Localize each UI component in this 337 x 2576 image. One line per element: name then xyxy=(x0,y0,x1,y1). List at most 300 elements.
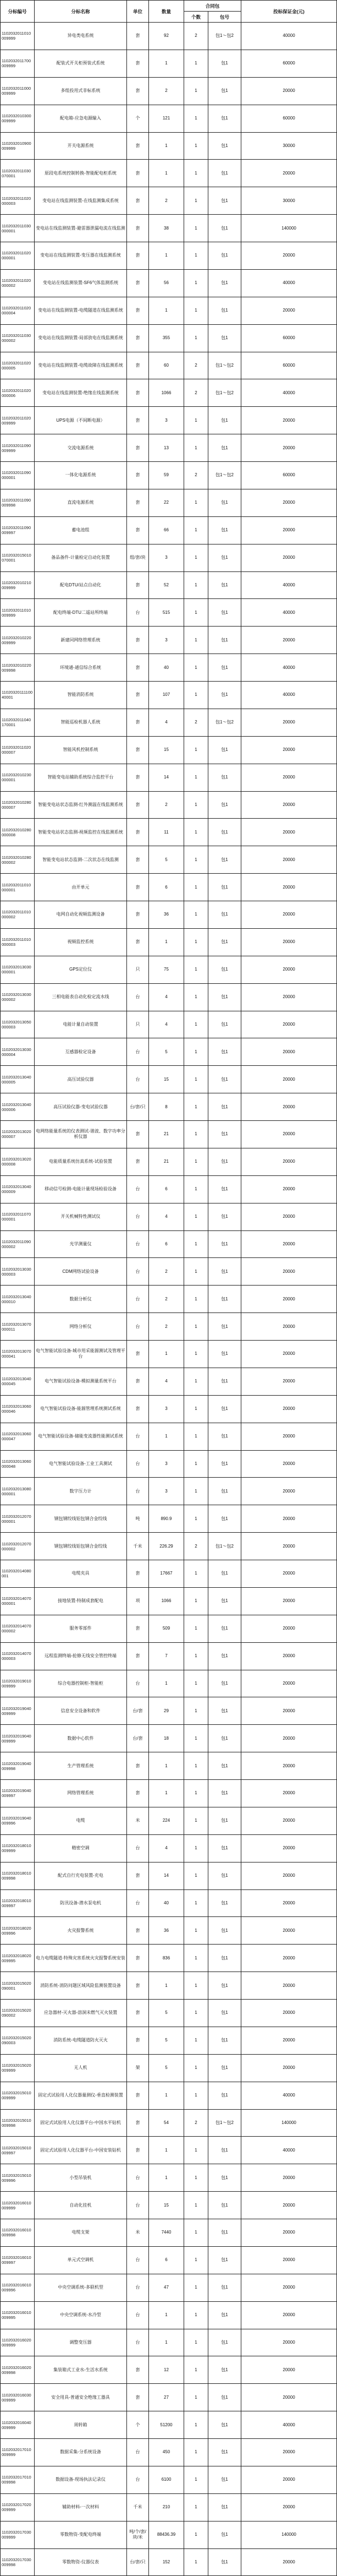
cell-deposit: 20000 xyxy=(241,1862,337,1889)
cell-pieces: 1 xyxy=(184,2521,208,2548)
cell-pkg: 包1 xyxy=(208,2329,241,2356)
cell-qty: 66 xyxy=(149,516,184,544)
cell-pkg: 包1 xyxy=(208,1341,241,1368)
cell-qty: 2 xyxy=(149,1258,184,1286)
cell-unit: 吨 xyxy=(127,1505,149,1533)
cell-pieces: 1 xyxy=(184,2219,208,2247)
cell-pieces: 1 xyxy=(184,2548,208,2576)
cell-pkg: 包1～包2 xyxy=(208,352,241,379)
cell-unit: 套 xyxy=(127,352,149,379)
cell-deposit: 20000 xyxy=(241,1560,337,1588)
cell-deposit: 20000 xyxy=(241,1725,337,1752)
cell-code: 1102032011010009999 xyxy=(1,23,35,50)
cell-code: 1102032015010009999 xyxy=(1,2082,35,2109)
cell-unit: 套 xyxy=(127,571,149,599)
cell-code: 1102032013040000010 xyxy=(1,1286,35,1313)
table-row xyxy=(1,2301,337,2329)
table-row xyxy=(1,269,337,297)
cell-code: 1102032016010009996 xyxy=(1,2274,35,2301)
cell-unit: 千米 xyxy=(127,1533,149,1560)
header-name: 分标名称 xyxy=(35,1,127,23)
cell-deposit: 20000 xyxy=(241,1697,337,1725)
cell-pieces: 1 xyxy=(184,2082,208,2109)
cell-deposit: 20000 xyxy=(241,1780,337,1807)
table-row xyxy=(1,874,337,901)
cell-name: 钢包钢绞线铝包钢合金绞线 xyxy=(35,1505,127,1533)
cell-deposit: 20000 xyxy=(241,1450,337,1478)
cell-qty: 6100 xyxy=(149,2466,184,2493)
cell-qty: 4 xyxy=(149,1368,184,1395)
table-row xyxy=(1,1725,337,1752)
table-row xyxy=(1,2439,337,2466)
table-row xyxy=(1,983,337,1011)
table-row xyxy=(1,2109,337,2137)
cell-pieces: 1 xyxy=(184,2027,208,2054)
cell-pkg: 包1 xyxy=(208,1038,241,1066)
cell-unit: 套 xyxy=(127,23,149,50)
table-row xyxy=(1,2027,337,2054)
cell-unit: 套 xyxy=(127,50,149,77)
table-row xyxy=(1,1148,337,1175)
cell-unit: 套 xyxy=(127,2000,149,2027)
cell-qty: 36 xyxy=(149,1917,184,1945)
table-row xyxy=(1,352,337,379)
table-row xyxy=(1,462,337,489)
cell-deposit: 20000 xyxy=(241,1478,337,1505)
cell-name: 智能变电站状态监测-视频监控在线监测系统 xyxy=(35,819,127,846)
cell-deposit: 20000 xyxy=(241,2466,337,2493)
table-row xyxy=(1,2329,337,2356)
cell-pkg: 包1 xyxy=(208,1093,241,1121)
cell-pkg: 包1 xyxy=(208,2411,241,2439)
cell-pkg: 包1 xyxy=(208,1313,241,1341)
cell-pkg: 包1 xyxy=(208,2164,241,2192)
cell-name: 交流电源系统 xyxy=(35,434,127,462)
table-row xyxy=(1,1286,337,1313)
cell-code: 1102032019040009997 xyxy=(1,1780,35,1807)
cell-pkg: 包1 xyxy=(208,1587,241,1615)
table-row xyxy=(1,1917,337,1945)
cell-code: 1102032016040009999 xyxy=(1,2411,35,2439)
cell-code: 1102032011020000001 xyxy=(1,242,35,270)
cell-name: 网络管理系统 xyxy=(35,1780,127,1807)
cell-deposit: 20000 xyxy=(241,791,337,819)
cell-code: 1102032011020000004 xyxy=(1,297,35,324)
cell-name: 自动化挂机 xyxy=(35,2192,127,2219)
cell-unit: 套 xyxy=(127,709,149,736)
cell-name: GPS定位仪 xyxy=(35,956,127,983)
cell-name: 智能变电站辅助系统综合监控平台 xyxy=(35,764,127,791)
table-row xyxy=(1,1258,337,1286)
cell-code: 1102032017010009999 xyxy=(1,2439,35,2466)
cell-name: 电气智能试验设备-模拟测量系统平台 xyxy=(35,1368,127,1395)
cell-qty: 27 xyxy=(149,2384,184,2411)
cell-qty: 1 xyxy=(149,1341,184,1368)
cell-unit: 台 xyxy=(127,1423,149,1450)
cell-name: 新建同网络管理系统 xyxy=(35,627,127,654)
table-row xyxy=(1,1587,337,1615)
cell-name: 安全用具-普通安全绝缘工器具 xyxy=(35,2384,127,2411)
cell-pieces: 1 xyxy=(184,1341,208,1368)
cell-pieces: 2 xyxy=(184,462,208,489)
cell-unit: 套 xyxy=(127,1615,149,1642)
cell-deposit: 40000 xyxy=(241,2082,337,2109)
cell-qty: 3 xyxy=(149,627,184,654)
cell-code: 1102032016020009999 xyxy=(1,2329,35,2356)
cell-unit: 套 xyxy=(127,297,149,324)
cell-pkg: 包1 xyxy=(208,1368,241,1395)
cell-pkg: 包1～包2 xyxy=(208,379,241,407)
header-group: 合同包 xyxy=(184,1,241,12)
table-row xyxy=(1,709,337,736)
cell-deposit: 20000 xyxy=(241,2246,337,2274)
cell-name: 电气智能试验设备-能源管理系统测试系统 xyxy=(35,1395,127,1423)
table-row xyxy=(1,407,337,434)
cell-deposit: 20000 xyxy=(241,2192,337,2219)
cell-code: 1102032018010009999 xyxy=(1,1834,35,1862)
cell-deposit: 20000 xyxy=(241,1670,337,1697)
cell-name: 数据分析仪 xyxy=(35,1286,127,1313)
cell-unit: 套 xyxy=(127,736,149,764)
table-row xyxy=(1,1807,337,1834)
cell-code: 1102032013030000003 xyxy=(1,1258,35,1286)
cell-pieces: 1 xyxy=(184,1560,208,1588)
cell-pieces: 1 xyxy=(184,1752,208,1780)
table-row xyxy=(1,654,337,682)
table-row xyxy=(1,599,337,627)
cell-pkg: 包1 xyxy=(208,2219,241,2247)
cell-unit: 台 xyxy=(127,2439,149,2466)
cell-unit: 套 xyxy=(127,1341,149,1368)
cell-deposit: 20000 xyxy=(241,297,337,324)
cell-unit: 台/套 xyxy=(127,1697,149,1725)
cell-pkg: 包1 xyxy=(208,1889,241,1917)
cell-pkg: 包1 xyxy=(208,736,241,764)
header-pkg: 包号 xyxy=(208,12,241,23)
cell-name: 钢包钢绞线铝包钢合金绞线 xyxy=(35,1533,127,1560)
cell-pkg: 包1 xyxy=(208,654,241,682)
header-pieces: 个数 xyxy=(184,12,208,23)
cell-deposit: 40000 xyxy=(241,2137,337,2164)
cell-code: 1102032016010009999 xyxy=(1,2192,35,2219)
cell-pkg: 包1～包2 xyxy=(208,709,241,736)
cell-pieces: 1 xyxy=(184,1725,208,1752)
cell-qty: 22 xyxy=(149,489,184,516)
cell-qty: 52 xyxy=(149,571,184,599)
cell-name: 配式自行充电装置-充电 xyxy=(35,1862,127,1889)
cell-pkg: 包1 xyxy=(208,1834,241,1862)
table-row xyxy=(1,2246,337,2274)
table-row xyxy=(1,434,337,462)
cell-deposit: 20000 xyxy=(241,544,337,571)
cell-deposit: 20000 xyxy=(241,1286,337,1313)
cell-unit: 个 xyxy=(127,2411,149,2439)
cell-code: 1102032019040009999 xyxy=(1,1697,35,1725)
table-row xyxy=(1,1615,337,1642)
cell-code: 1102032013070000011 xyxy=(1,1313,35,1341)
cell-pieces: 1 xyxy=(184,1148,208,1175)
cell-pkg: 包1 xyxy=(208,2137,241,2164)
cell-pkg: 包1 xyxy=(208,1670,241,1697)
table-row xyxy=(1,544,337,571)
cell-pieces: 1 xyxy=(184,2000,208,2027)
cell-unit: 吨/个/套/块/米 xyxy=(127,2521,149,2548)
cell-pieces: 1 xyxy=(184,2466,208,2493)
cell-deposit: 40000 xyxy=(241,682,337,709)
cell-pieces: 1 xyxy=(184,187,208,215)
cell-qty: 5 xyxy=(149,2054,184,2082)
cell-qty: 36 xyxy=(149,901,184,929)
table-row xyxy=(1,956,337,983)
cell-deposit: 20000 xyxy=(241,764,337,791)
cell-pieces: 1 xyxy=(184,627,208,654)
cell-code: 1102032016020009998 xyxy=(1,2356,35,2384)
cell-pkg: 包1 xyxy=(208,1945,241,1972)
cell-unit: 套 xyxy=(127,269,149,297)
cell-pkg: 包1 xyxy=(208,1066,241,1093)
cell-unit: 套 xyxy=(127,324,149,352)
cell-qty: 210 xyxy=(149,2493,184,2521)
cell-qty: 450 xyxy=(149,2439,184,2466)
table-row xyxy=(1,1670,337,1697)
cell-unit: 台 xyxy=(127,2192,149,2219)
cell-pieces: 1 xyxy=(184,2054,208,2082)
cell-code: 1102032011070000001 xyxy=(1,1203,35,1230)
cell-qty: 1 xyxy=(149,1670,184,1697)
table-row xyxy=(1,23,337,50)
cell-pieces: 1 xyxy=(184,1093,208,1121)
cell-pieces: 1 xyxy=(184,1587,208,1615)
cell-deposit: 20000 xyxy=(241,407,337,434)
cell-deposit: 20000 xyxy=(241,242,337,270)
cell-qty: 38 xyxy=(149,215,184,242)
cell-pkg: 包1 xyxy=(208,1972,241,2000)
table-row xyxy=(1,791,337,819)
cell-pkg: 包1 xyxy=(208,544,241,571)
cell-deposit: 20000 xyxy=(241,77,337,105)
cell-code: 1102032013030000004 xyxy=(1,1038,35,1066)
cell-pieces: 1 xyxy=(184,682,208,709)
cell-deposit: 20000 xyxy=(241,1368,337,1395)
cell-pkg: 包1 xyxy=(208,2493,241,2521)
cell-pkg: 包1 xyxy=(208,874,241,901)
cell-pieces: 1 xyxy=(184,1478,208,1505)
cell-name: 电能计量自动装置 xyxy=(35,1011,127,1038)
cell-pieces: 1 xyxy=(184,1423,208,1450)
cell-qty: 5 xyxy=(149,2000,184,2027)
cell-unit: 套 xyxy=(127,1121,149,1148)
cell-pkg: 包1 xyxy=(208,928,241,956)
cell-name: 小型吊装机 xyxy=(35,2164,127,2192)
cell-name: 配装式开关柜预装式系统 xyxy=(35,50,127,77)
table-row xyxy=(1,2054,337,2082)
cell-pieces: 1 xyxy=(184,1450,208,1478)
cell-name: 变电站在线监测装置-局部放电在线监测系统 xyxy=(35,324,127,352)
cell-pkg: 包1 xyxy=(208,2000,241,2027)
cell-pkg: 包1 xyxy=(208,2274,241,2301)
cell-pkg: 包1 xyxy=(208,1505,241,1533)
cell-pkg: 包1 xyxy=(208,901,241,929)
cell-unit: 米 xyxy=(127,1807,149,1834)
cell-name: 综合电器控制柜-智能柜 xyxy=(35,1670,127,1697)
cell-unit: 套 xyxy=(127,215,149,242)
cell-deposit: 20000 xyxy=(241,1341,337,1368)
cell-code: 1102032012070000002 xyxy=(1,1533,35,1560)
cell-qty: 14 xyxy=(149,1862,184,1889)
cell-name: 电力电缆隧道-特殊灾害系统火灾报警系统安装 xyxy=(35,1945,127,1972)
cell-name: 防汛设备-潜水泵电机 xyxy=(35,1889,127,1917)
cell-deposit: 30000 xyxy=(241,132,337,160)
cell-code: 1102032010230000001 xyxy=(1,764,35,791)
cell-qty: 1 xyxy=(149,242,184,270)
cell-qty: 21 xyxy=(149,1148,184,1175)
cell-pkg: 包1 xyxy=(208,1395,241,1423)
cell-deposit: 20000 xyxy=(241,1313,337,1341)
cell-qty: 6 xyxy=(149,874,184,901)
cell-unit: 套 xyxy=(127,2137,149,2164)
cell-deposit: 20000 xyxy=(241,1615,337,1642)
cell-code: 1102032013030000001 xyxy=(1,956,35,983)
cell-unit: 台/套 xyxy=(127,1725,149,1752)
cell-pkg: 包1 xyxy=(208,489,241,516)
cell-qty: 15 xyxy=(149,2192,184,2219)
cell-unit: 套 xyxy=(127,2109,149,2137)
cell-deposit: 40000 xyxy=(241,379,337,407)
cell-code: 1102032017010009998 xyxy=(1,2466,35,2493)
cell-pkg: 包1 xyxy=(208,571,241,599)
cell-pieces: 1 xyxy=(184,599,208,627)
cell-name: 数据中心软件 xyxy=(35,1725,127,1752)
header-row-1 xyxy=(1,1,337,12)
cell-pieces: 1 xyxy=(184,544,208,571)
cell-qty: 4 xyxy=(149,709,184,736)
cell-deposit: 140000 xyxy=(241,2109,337,2137)
cell-qty: 890.9 xyxy=(149,1505,184,1533)
cell-name: 数据采集-分系统设备 xyxy=(35,2439,127,2466)
cell-pieces: 2 xyxy=(184,23,208,50)
cell-unit: 台 xyxy=(127,1478,149,1505)
cell-pieces: 1 xyxy=(184,1011,208,1038)
cell-name: 电网自动化视频监测设备 xyxy=(35,901,127,929)
cell-code: 1102032011020000002 xyxy=(1,269,35,297)
cell-deposit: 60000 xyxy=(241,105,337,132)
cell-name: 多组投用式非标系统 xyxy=(35,77,127,105)
cell-unit: 套 xyxy=(127,1752,149,1780)
cell-code: 1102032011010000001 xyxy=(1,874,35,901)
cell-pkg: 包1 xyxy=(208,599,241,627)
cell-name: 配电DTU/站点自动化 xyxy=(35,571,127,599)
cell-unit: 千米 xyxy=(127,2493,149,2521)
table-row xyxy=(1,1560,337,1588)
cell-deposit: 20000 xyxy=(241,846,337,874)
cell-pieces: 1 xyxy=(184,2164,208,2192)
cell-name: 三相电能表自动化检定流水线 xyxy=(35,983,127,1011)
cell-name: 高压试验仪器-变电试验仪器 xyxy=(35,1093,127,1121)
cell-pieces: 1 xyxy=(184,105,208,132)
cell-pkg: 包1 xyxy=(208,1862,241,1889)
cell-code: 1102032011010000003 xyxy=(1,928,35,956)
cell-unit: 套 xyxy=(127,1972,149,2000)
cell-name: 接地装置-特制成套配电 xyxy=(35,1587,127,1615)
cell-pieces: 1 xyxy=(184,819,208,846)
cell-deposit: 40000 xyxy=(241,654,337,682)
cell-deposit: 20000 xyxy=(241,2329,337,2356)
cell-unit: 台 xyxy=(127,2274,149,2301)
cell-deposit: 20000 xyxy=(241,1038,337,1066)
cell-pkg: 包1 xyxy=(208,1752,241,1780)
cell-name: 调整变压器 xyxy=(35,2329,127,2356)
cell-unit: 台 xyxy=(127,2466,149,2493)
cell-code: 1102032015010009998 xyxy=(1,2109,35,2137)
cell-unit: 个 xyxy=(127,105,149,132)
cell-unit: 套 xyxy=(127,1368,149,1395)
cell-pieces: 1 xyxy=(184,1121,208,1148)
cell-qty: 107 xyxy=(149,682,184,709)
cell-pkg: 包1 xyxy=(208,2439,241,2466)
table-row xyxy=(1,1121,337,1148)
table-row xyxy=(1,901,337,929)
cell-name: 消防系统-电缆隧道防火灭火 xyxy=(35,2027,127,2054)
cell-code: 1102032015020009999 xyxy=(1,2054,35,2082)
cell-deposit: 20000 xyxy=(241,1011,337,1038)
cell-qty: 18 xyxy=(149,1725,184,1752)
cell-code: 1102032019040009999 xyxy=(1,1725,35,1752)
cell-name: 电气智能试验设备-工业工具测试 xyxy=(35,1450,127,1478)
cell-name: 电能质量系统仿真系统-试验装置 xyxy=(35,1148,127,1175)
cell-code: 1102032011020000006 xyxy=(1,379,35,407)
cell-code: 1102032010280000007 xyxy=(1,791,35,819)
cell-deposit: 20000 xyxy=(241,1807,337,1834)
cell-unit: 套 xyxy=(127,1560,149,1588)
cell-unit: 套 xyxy=(127,874,149,901)
cell-pkg: 包1 xyxy=(208,1203,241,1230)
cell-qty: 59 xyxy=(149,462,184,489)
cell-qty: 4 xyxy=(149,1203,184,1230)
table-row xyxy=(1,2274,337,2301)
cell-deposit: 20000 xyxy=(241,2054,337,2082)
cell-unit: 台 xyxy=(127,1230,149,1258)
cell-unit: 组/套/块 xyxy=(127,544,149,571)
cell-pieces: 1 xyxy=(184,2384,208,2411)
cell-pieces: 1 xyxy=(184,1368,208,1395)
cell-pieces: 1 xyxy=(184,1286,208,1313)
cell-pkg: 包1 xyxy=(208,1450,241,1478)
cell-code: 1102032013060000047 xyxy=(1,1423,35,1450)
cell-deposit: 20000 xyxy=(241,956,337,983)
cell-deposit: 20000 xyxy=(241,1203,337,1230)
table-row xyxy=(1,50,337,77)
cell-name: 备品备件-计量检定自动化装置 xyxy=(35,544,127,571)
cell-name: 精密空调 xyxy=(35,1834,127,1862)
cell-unit: 套 xyxy=(127,846,149,874)
cell-pieces: 1 xyxy=(184,2411,208,2439)
cell-unit: 套 xyxy=(127,791,149,819)
cell-pkg: 包1 xyxy=(208,516,241,544)
cell-deposit: 20000 xyxy=(241,1972,337,2000)
cell-name: 蓄电池组 xyxy=(35,516,127,544)
table-row xyxy=(1,77,337,105)
cell-code: 1102032011090000001 xyxy=(1,462,35,489)
cell-deposit: 20000 xyxy=(241,736,337,764)
cell-code: 1102032015020090003 xyxy=(1,2027,35,2054)
cell-qty: 1066 xyxy=(149,379,184,407)
cell-name: 零数物资-变配电终端 xyxy=(35,2521,127,2548)
cell-unit: 套 xyxy=(127,242,149,270)
table-row xyxy=(1,2384,337,2411)
cell-pkg: 包1 xyxy=(208,1286,241,1313)
cell-pieces: 1 xyxy=(184,2137,208,2164)
cell-pkg: 包1 xyxy=(208,1423,241,1450)
